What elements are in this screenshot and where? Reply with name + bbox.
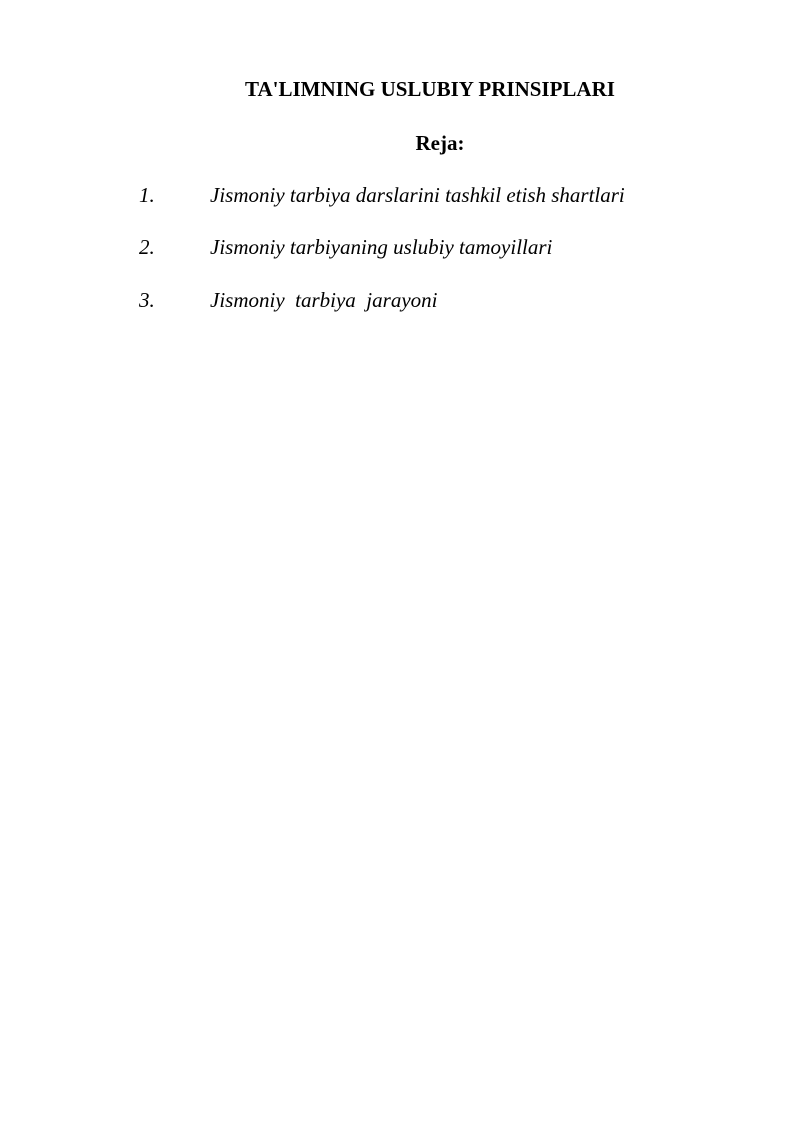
plan-list	[0, 0, 800, 400]
plan-heading: Reja:	[415, 131, 465, 155]
plan-item	[0, 286, 800, 314]
plan-item-text: Jismoniy tarbiyaning uslubiy tamoyillari	[210, 235, 553, 259]
plan-item-text: Jismoniy tarbiya darslarini tashkil etish shartlari	[210, 183, 625, 207]
plan-item	[0, 181, 800, 209]
plan-item-number: 3.	[139, 288, 155, 312]
plan-item	[0, 233, 800, 261]
plan-item-number: 1.	[139, 183, 155, 207]
document-title: TA'LIMNING USLUBIY PRINSIPLARI	[245, 77, 615, 101]
plan-item-text: Jismoniy tarbiya jarayoni	[210, 288, 438, 312]
plan-item-number: 2.	[139, 235, 155, 259]
